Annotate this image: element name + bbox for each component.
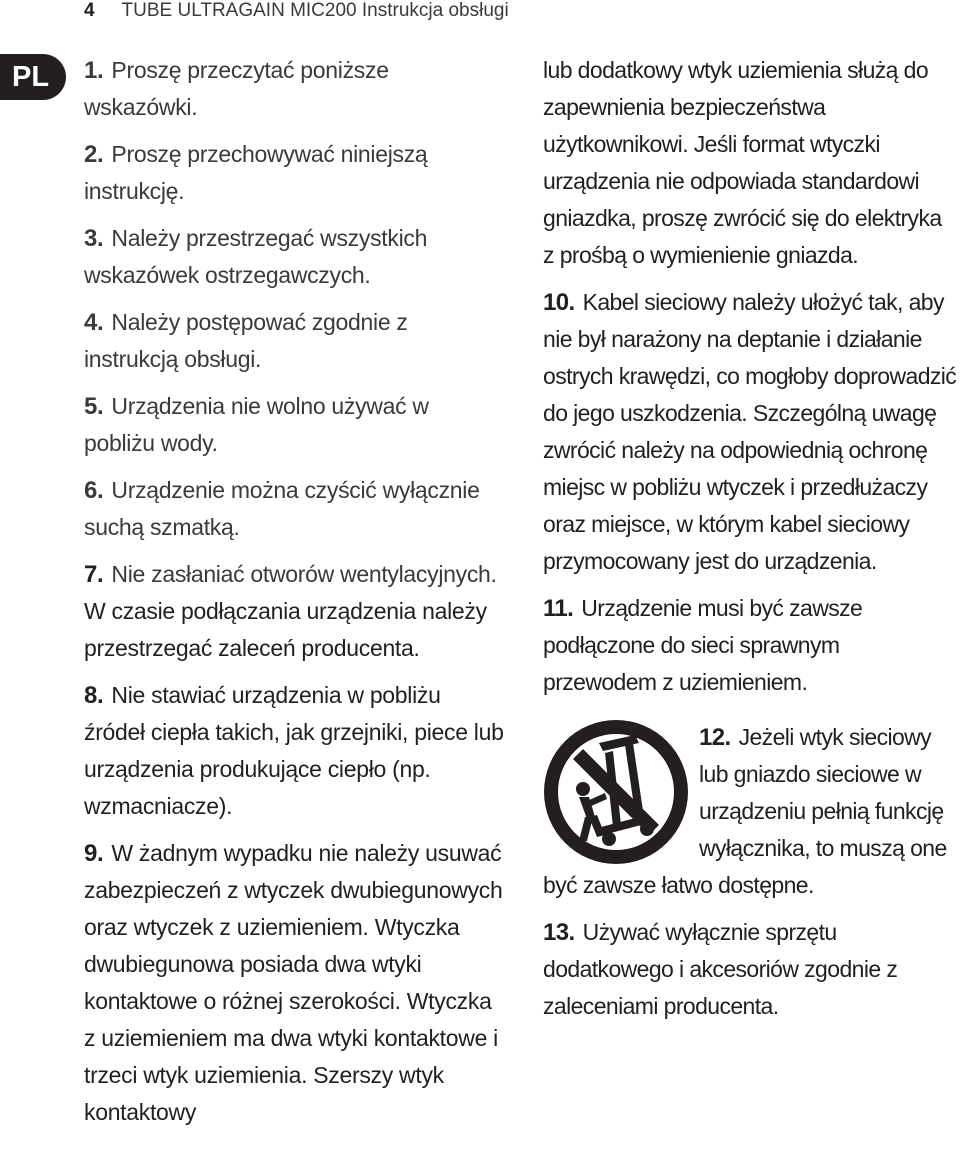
item-text: Urządzenie można czyścić wyłącznie suchą szmatką. [84,477,480,540]
item-number: 10. [543,289,575,316]
instruction-item-8 [84,677,504,825]
instruction-item-7 [84,556,504,667]
item-number: 3. [84,225,104,252]
item-text: Należy postępować zgodnie z instrukcją obsługi. [84,309,408,372]
item-number: 11. [543,595,574,622]
continuation-paragraph: lub dodatkowy wtyk uziemienia służą do zapewnienia bezpieczeństwa użytkownikowi. Jeśli format wtyczki urządzenia nie odpowiada standardowi gniazdka, proszę zwrócić się do elektryka z prośbą o wymienienie gniazda. [543,57,942,268]
item-number: 12. [699,724,731,751]
item-text: Należy przestrzegać wszystkich wskazówek ostrzegawczych. [84,225,428,288]
instruction-item-10 [543,284,957,580]
item-text: Jeżeli wtyk sieciowy lub gniazdo sieciowe w urządzeniu pełnią funkcję wyłącznika, to muszą one być zawsze łatwo dostępne. [543,724,947,898]
instruction-item-13 [543,914,957,1025]
item-number: 8. [84,682,104,709]
item-number: 7. [84,561,104,588]
page-number: 4 [84,0,95,21]
item-text: Urządzenie musi być zawsze podłączone do sieci sprawnym przewodem z uziemieniem. [543,595,863,695]
right-column [543,52,957,1035]
item-text: Proszę przechowywać niniejszą instrukcję. [84,141,428,204]
instruction-item-2 [84,136,504,210]
item-text: Nie stawiać urządzenia w pobliżu źródeł ciepła takich, jak grzejniki, piece lub urządzenia produkujące ciepło (np. wzmacniacze). [84,682,504,819]
item-number: 1. [84,57,104,84]
instruction-item-12 [543,719,957,904]
instruction-item-6 [84,472,504,546]
item-text: Urządzenia nie wolno używać w pobliżu wody. [84,393,429,456]
instruction-item-4 [84,304,504,378]
language-tab: PL [0,54,66,100]
instruction-item-5 [84,388,504,462]
item-number: 2. [84,141,104,168]
instruction-item-9 [84,835,504,1131]
item-number: 13. [543,919,575,946]
instruction-item-3 [84,220,504,294]
item-text: Używać wyłącznie sprzętu dodatkowego i akcesoriów zgodnie z zaleceniami producenta. [543,919,898,1019]
page-header [84,0,509,30]
item-number: 9. [84,840,104,867]
left-column [84,52,504,1141]
instruction-item-1 [84,52,504,126]
item-number: 4. [84,309,104,336]
item-text: Proszę przeczytać poniższe wskazówki. [84,57,389,120]
item-text-light: Nie zasłaniać otworów wentylacyjnych. [111,561,497,587]
no-cart-tip-over-icon [543,719,689,865]
item-text: W żadnym wypadku nie należy usuwać zabezpieczeń z wtyczek dwubiegunowych oraz wtyczek z uziemieniem. Wtyczka dwubiegunowa posiada dwa wtyki kontaktowe o różnej szerokości. Wtyczka z uziemieniem ma dwa wtyki kontaktowe i trzeci wtyk uziemienia. Szerszy wtyk kontaktowy [84,840,503,1125]
instruction-item-11 [543,590,957,701]
item-text: W czasie podłączania urządzenia należy przestrzegać zaleceń producenta. [84,598,487,661]
item-text: Kabel sieciowy należy ułożyć tak, aby nie był narażony na deptanie i działanie ostrych krawędzi, co mogłoby doprowadzić do jego uszkodzenia. Szczególną uwagę zwrócić należy na odpowiednią ochronę miejsc w pobliżu wtyczek i przedłużaczy oraz miejsce, w którym kabel sieciowy przymocowany jest do urządzenia. [543,289,957,574]
item-number: 6. [84,477,104,504]
document-title: TUBE ULTRAGAIN MIC200 Instrukcja obsługi [121,0,509,21]
item-number: 5. [84,393,104,420]
